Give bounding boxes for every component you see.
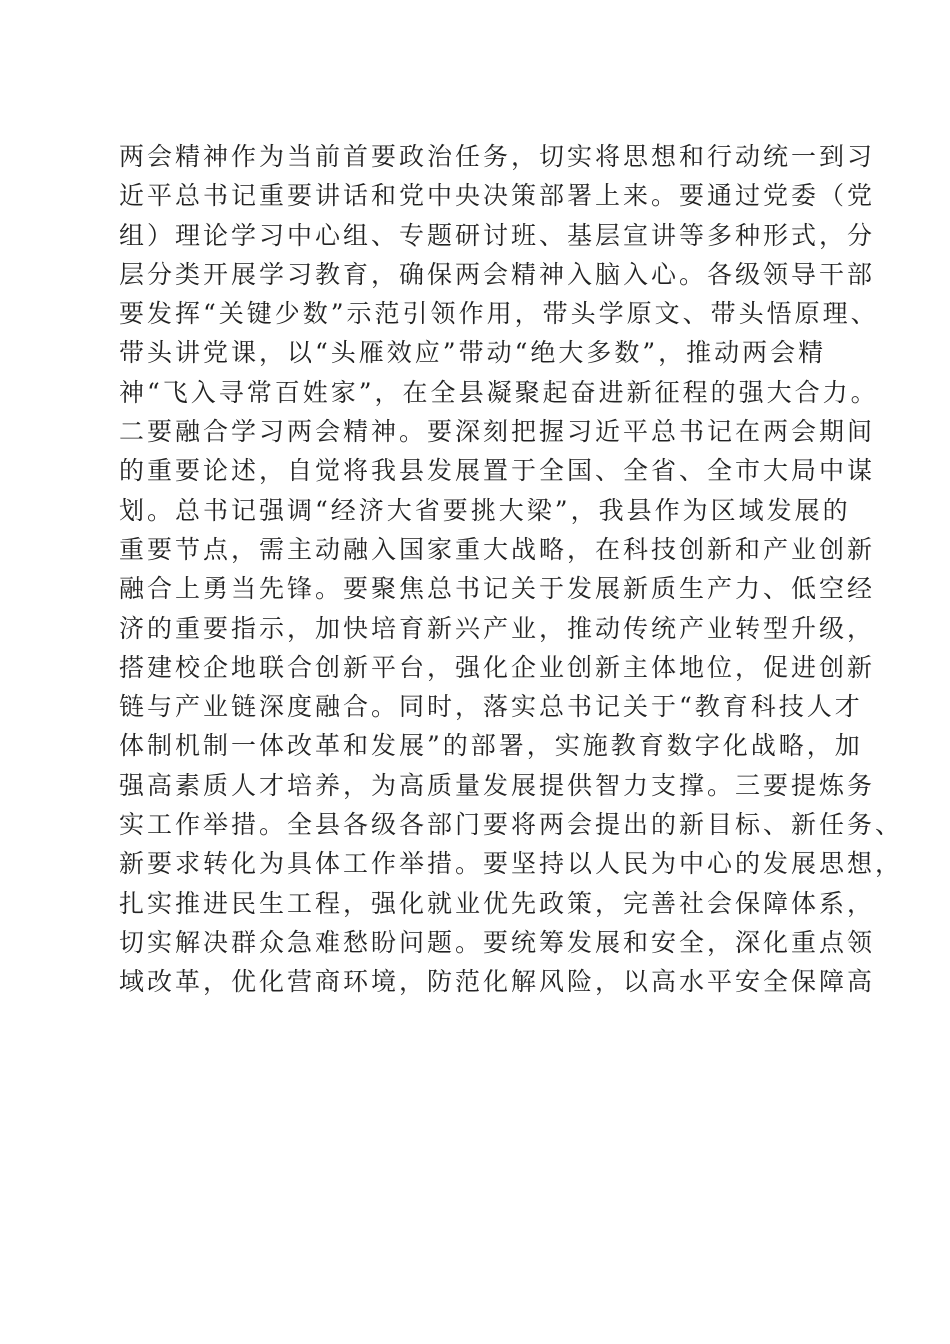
body-text	[119, 137, 904, 1002]
text-line: 神“飞入寻常百姓家”，在全县凝聚起奋进新征程的强大合力。	[119, 377, 879, 407]
text-line: 二要融合学习两会精神。要深刻把握习近平总书记在两会期间	[119, 417, 876, 447]
text-line: 重要节点，需主动融入国家重大战略，在科技创新和产业创新	[119, 534, 876, 564]
text-line: 实工作举措。全县各级各部门要将两会提出的新目标、新任务、	[119, 810, 904, 840]
text-line: 划。总书记强调“经济大省要挑大梁”，我县作为区域发展的	[119, 495, 851, 525]
text-line: 济的重要指示，加快培育新兴产业，推动传统产业转型升级，	[119, 613, 876, 643]
text-line: 两会精神作为当前首要政治任务，切实将思想和行动统一到习	[119, 142, 876, 171]
text-line: 扎实推进民生工程，强化就业优先政策，完善社会保障体系，	[119, 888, 876, 918]
text-line: 组）理论学习中心组、专题研讨班、基层宣讲等多种形式，分	[119, 220, 876, 250]
text-line: 强高素质人才培养，为高质量发展提供智力支撑。三要提炼务	[119, 770, 876, 800]
text-line: 层分类开展学习教育，确保两会精神入脑入心。各级领导干部	[119, 259, 876, 289]
text-line: 链与产业链深度融合。同时，落实总书记关于“教育科技人才	[119, 692, 863, 722]
text-line: 近平总书记重要讲话和党中央决策部署上来。要通过党委（党	[119, 181, 876, 211]
text-line: 切实解决群众急难愁盼问题。要统筹发展和安全，深化重点领	[119, 927, 876, 957]
text-line: 新要求转化为具体工作举措。要坚持以人民为中心的发展思想，	[119, 849, 904, 879]
text-line: 要发挥“关键少数”示范引领作用，带头学原文、带头悟原理、	[119, 299, 879, 329]
text-line: 域改革，优化营商环境，防范化解风险，以高水平安全保障高	[119, 967, 876, 997]
text-line: 融合上勇当先锋。要聚焦总书记关于发展新质生产力、低空经	[119, 574, 876, 604]
text-line: 搭建校企地联合创新平台，强化企业创新主体地位，促进创新	[119, 652, 876, 682]
text-line: 带头讲党课，以“头雁效应”带动“绝大多数”，推动两会精	[119, 338, 827, 368]
text-line: 的重要论述，自觉将我县发展置于全国、全省、全市大局中谋	[119, 456, 876, 486]
text-line: 体制机制一体改革和发展”的部署，实施教育数字化战略，加	[119, 731, 863, 761]
